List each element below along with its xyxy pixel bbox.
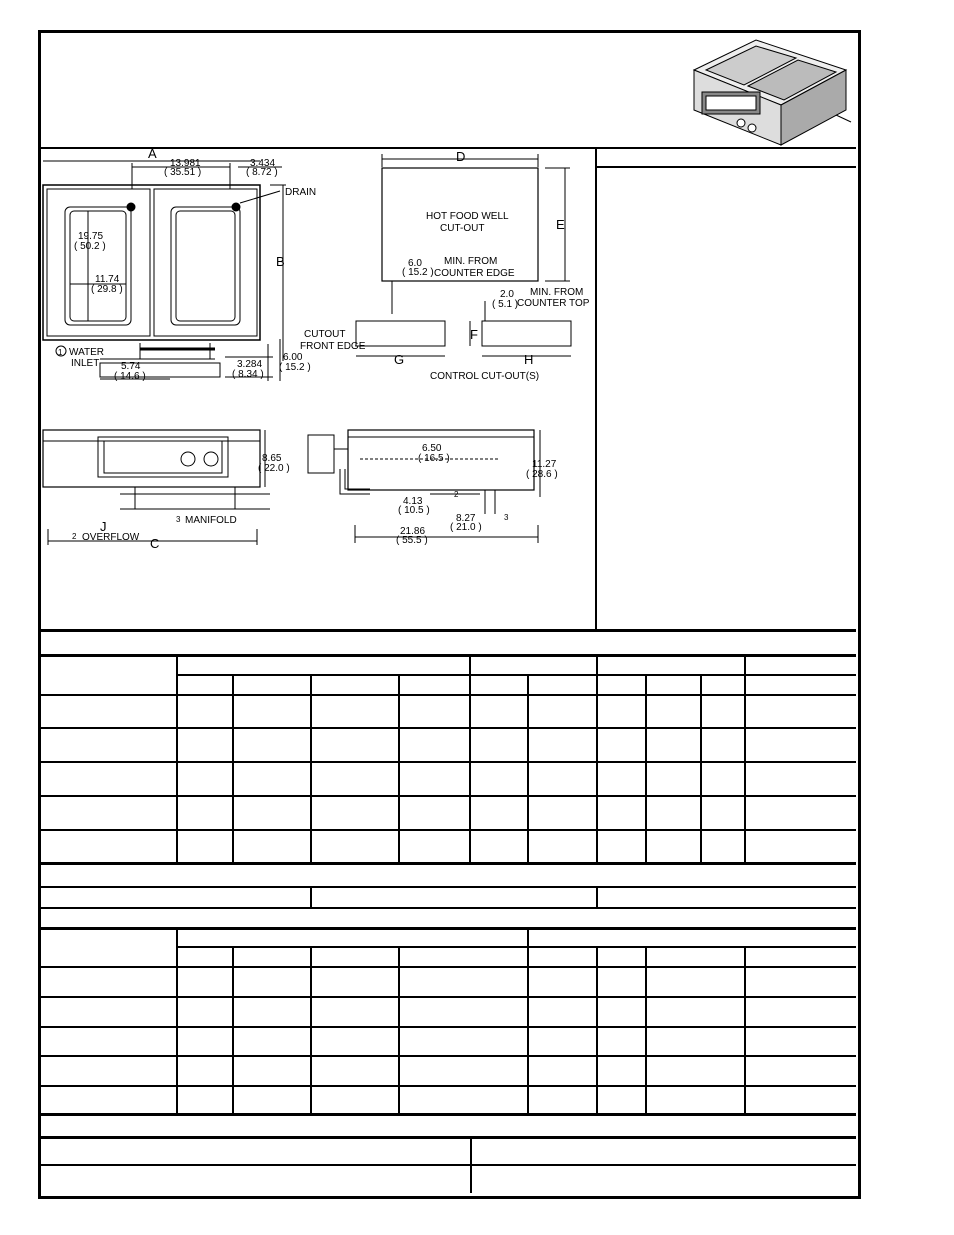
dim-d1-in: 6.50 bbox=[422, 443, 442, 454]
letter-a: A bbox=[148, 149, 157, 161]
table1-col bbox=[596, 656, 598, 863]
band-col bbox=[596, 888, 598, 908]
dim-v1-cm: ( 8.34 ) bbox=[232, 369, 264, 380]
footer-col bbox=[470, 1139, 472, 1193]
dim-width-in: 13.981 bbox=[170, 158, 201, 169]
dim-d5-cm: ( 28.6 ) bbox=[526, 469, 558, 480]
letter-f: F bbox=[470, 327, 478, 342]
water-inlet-number: 1 bbox=[58, 348, 63, 357]
dim-d4-in: 21.86 bbox=[400, 526, 426, 537]
table2-subheader-line bbox=[178, 946, 856, 948]
table1-bottom-line bbox=[41, 862, 856, 865]
overflow-number: 2 bbox=[72, 532, 77, 541]
letter-b: B bbox=[276, 254, 285, 269]
dim-v1-in: 3.284 bbox=[237, 359, 263, 370]
manifold-label: MANIFOLD bbox=[185, 515, 237, 526]
table2-row-line bbox=[41, 1055, 856, 1057]
dim-d5-in: 11.27 bbox=[532, 459, 557, 470]
drawing-area bbox=[40, 149, 595, 629]
dim-d3-in: 8.27 bbox=[456, 513, 476, 524]
letter-h: H bbox=[524, 352, 534, 367]
band-line bbox=[41, 907, 856, 909]
dim-d2-in: 4.13 bbox=[403, 496, 423, 507]
footer-line bbox=[41, 1164, 856, 1166]
side-number-3: 3 bbox=[504, 513, 509, 522]
letter-c: C bbox=[150, 536, 160, 551]
table2-col bbox=[176, 929, 178, 1114]
water-inlet-label: WATER bbox=[69, 347, 104, 358]
dim-top-in: 2.0 bbox=[500, 289, 514, 300]
band-line bbox=[41, 886, 856, 888]
dim-inlet-cm: ( 14.6 ) bbox=[114, 371, 146, 382]
cutout-label-1: CUTOUT bbox=[304, 329, 346, 340]
min-label-1: MIN. FROM bbox=[444, 256, 498, 267]
diagram-bottom-line bbox=[41, 629, 856, 632]
table2-col bbox=[744, 948, 746, 1114]
control-cutout-label: CONTROL CUT-OUT(S) bbox=[430, 371, 540, 382]
well-label-2: CUT-OUT bbox=[440, 223, 485, 234]
table2-col bbox=[310, 948, 312, 1114]
table2-col bbox=[596, 948, 598, 1114]
dim-min-in: 6.0 bbox=[408, 258, 422, 269]
table1-col bbox=[744, 656, 746, 863]
dim-min-cm: ( 15.2 ) bbox=[402, 267, 434, 278]
table1-col bbox=[700, 676, 702, 863]
top-label-2: COUNTER TOP bbox=[517, 298, 590, 309]
overflow-label: OVERFLOW bbox=[82, 532, 140, 543]
dim-depth-in: 19.75 bbox=[78, 231, 104, 242]
table2-bottom-line bbox=[41, 1113, 856, 1116]
dim-inlet-in: 5.74 bbox=[121, 361, 141, 372]
dim-height-cm: ( 22.0 ) bbox=[258, 463, 290, 474]
product-image bbox=[686, 30, 854, 148]
letter-e: E bbox=[556, 217, 565, 232]
table1-row-line bbox=[41, 829, 856, 831]
dim-offset-cm: ( 8.72 ) bbox=[246, 167, 278, 178]
dim-height-in: 8.65 bbox=[262, 453, 282, 464]
table1-col bbox=[398, 676, 400, 863]
table1-row-line bbox=[41, 727, 856, 729]
table2-col bbox=[527, 929, 529, 1114]
footer-line bbox=[41, 1136, 856, 1139]
letter-d: D bbox=[456, 149, 466, 164]
table2-col bbox=[398, 948, 400, 1114]
table2-row-line bbox=[41, 996, 856, 998]
dim-width-cm: ( 35.51 ) bbox=[164, 167, 202, 178]
manifold-number: 3 bbox=[176, 515, 181, 524]
dim-depth-cm: ( 50.2 ) bbox=[74, 241, 106, 252]
front-view bbox=[43, 430, 270, 545]
cutout-view bbox=[356, 154, 571, 356]
table1-row-line bbox=[41, 694, 856, 696]
top-label-1: MIN. FROM bbox=[530, 287, 584, 298]
right-panel-header-line bbox=[597, 166, 856, 168]
table2-col bbox=[232, 948, 234, 1114]
drain-label: DRAIN bbox=[285, 187, 317, 198]
side-number-2: 2 bbox=[454, 490, 459, 499]
table1-col bbox=[645, 676, 647, 863]
diagram-divider bbox=[595, 149, 597, 630]
table2-row-line bbox=[41, 1085, 856, 1087]
dim-d1-cm: ( 16.5 ) bbox=[418, 453, 450, 464]
well-label-1: HOT FOOD WELL bbox=[426, 211, 509, 222]
dim-v2-cm: ( 15.2 ) bbox=[279, 362, 311, 373]
table1-col bbox=[232, 676, 234, 863]
letter-g: G bbox=[394, 352, 405, 367]
table2-col bbox=[645, 948, 647, 1114]
table2-top-line bbox=[41, 927, 856, 930]
table2-row-line bbox=[41, 1026, 856, 1028]
table2-row-line bbox=[41, 966, 856, 968]
min-label-2: COUNTER EDGE bbox=[434, 268, 515, 279]
dim-pan-in: 11.74 bbox=[95, 274, 120, 285]
dim-offset-in: 3.434 bbox=[250, 158, 276, 169]
band-col bbox=[310, 888, 312, 908]
table1-col bbox=[469, 656, 471, 863]
dim-d3-cm: ( 21.0 ) bbox=[450, 522, 482, 533]
table1-col bbox=[176, 656, 178, 863]
table1-top-line bbox=[41, 654, 856, 657]
dim-v2-in: 6.00 bbox=[283, 352, 303, 363]
table1-col bbox=[527, 676, 529, 863]
dim-d4-cm: ( 55.5 ) bbox=[396, 535, 428, 546]
dim-top-cm: ( 5.1 ) bbox=[492, 299, 519, 310]
water-inlet-label-2: INLET bbox=[71, 358, 100, 369]
cutout-label-2: FRONT EDGE bbox=[300, 341, 366, 352]
letter-j: J bbox=[100, 519, 107, 534]
table1-row-line bbox=[41, 761, 856, 763]
table1-col bbox=[310, 676, 312, 863]
table1-row-line bbox=[41, 795, 856, 797]
table1-subheader-line bbox=[178, 674, 856, 676]
dim-d2-cm: ( 10.5 ) bbox=[398, 505, 430, 516]
dim-pan-cm: ( 29.8 ) bbox=[91, 284, 123, 295]
